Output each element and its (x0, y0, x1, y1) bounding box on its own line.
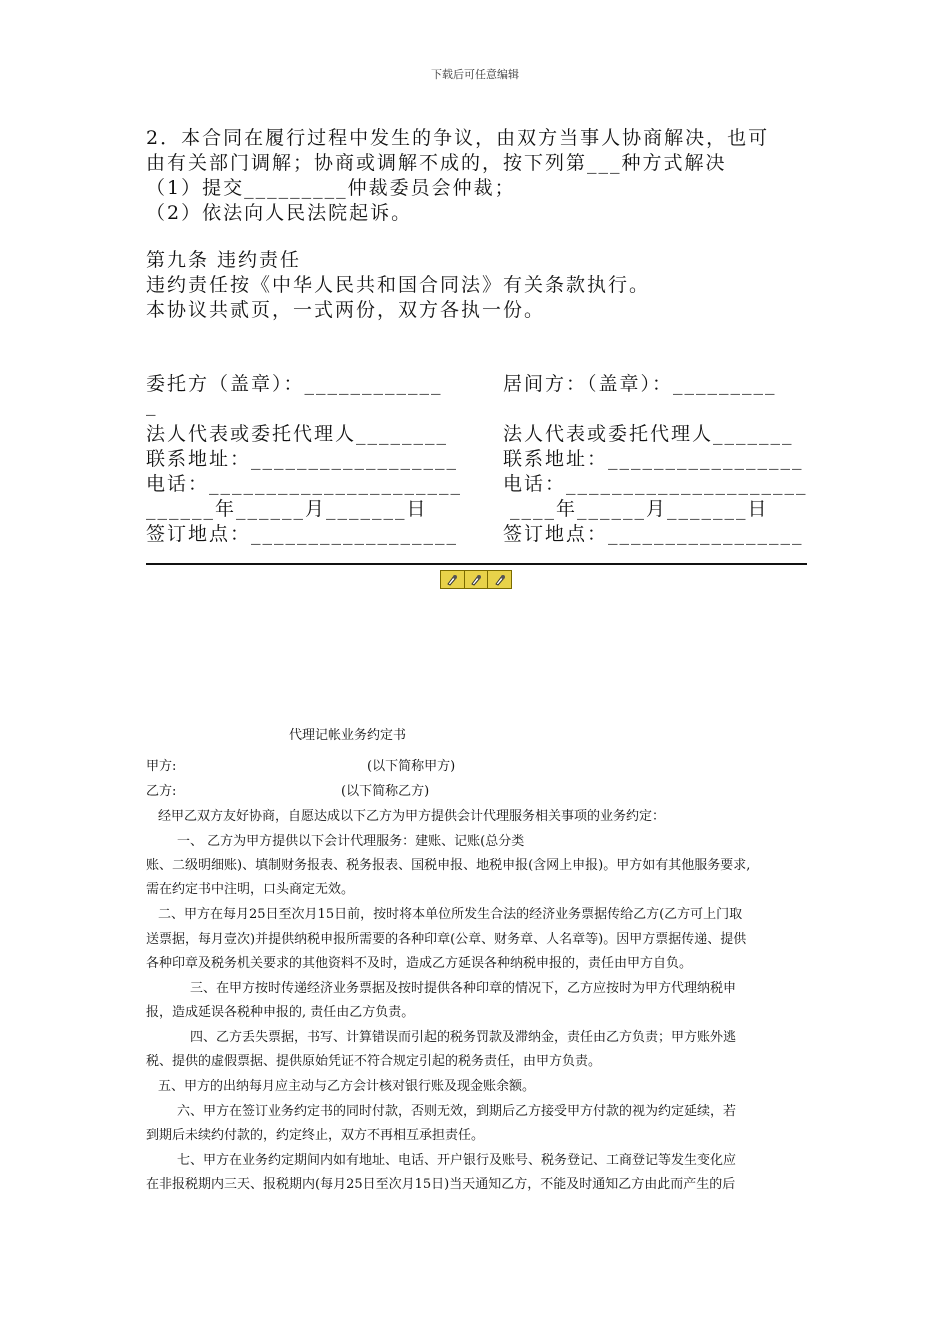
clause-line: （2）依法向人民法院起诉。 (146, 202, 413, 224)
client-date-field: ______年______月_______日 (146, 498, 428, 520)
client-stamp-field: 委托方（盖章）：____________ (146, 373, 443, 395)
agreement-line: 六、甲方在签订业务约定书的同时付款，否则无效，到期后乙方接受甲方付款的视为约定延续，若 (177, 1104, 737, 1119)
article-heading: 第九条 违约责任 (146, 249, 302, 271)
tool-icon[interactable] (441, 571, 465, 588)
client-address-field: 联系地址：__________________ (146, 448, 459, 470)
article-text: 违约责任按《中华人民共和国合同法》有关条款执行。 (146, 274, 651, 296)
agreement-line: 报，造成延误各税种申报的, 责任由乙方负责。 (146, 1005, 415, 1020)
party-b-note: (以下简称乙方) (341, 784, 430, 799)
tool-icon[interactable] (488, 571, 511, 588)
agreement-line: 需在约定书中注明，口头商定无效。 (146, 882, 355, 897)
broker-stamp-field: 居间方：（盖章）：_________ (503, 373, 777, 395)
party-a-label: 甲方: (146, 759, 177, 774)
clause-line: 由有关部门调解；协商或调解不成的，按下列第___种方式解决 (146, 152, 727, 174)
page-header: 下载后可任意编辑 (431, 68, 519, 81)
clause-line: （1）提交_________仲裁委员会仲裁； (146, 177, 516, 199)
broker-rep-field: 法人代表或委托代理人_______ (503, 423, 794, 445)
party-b-label: 乙方: (146, 784, 177, 799)
client-phone-field: 电话：______________________ (146, 473, 463, 495)
client-rep-field: 法人代表或委托代理人________ (146, 423, 449, 445)
toolbar-icons (440, 570, 512, 589)
agreement-line: 经甲乙双方友好协商，自愿达成以下乙方为甲方提供会计代理服务相关事项的业务约定： (158, 809, 666, 824)
agreement-line: 送票据，每月壹次)并提供纳税申报所需要的各种印章(公章、财务章、人名章等)。因甲方票据传递、提供 (146, 932, 747, 947)
agreement-line: 各种印章及税务机关要求的其他资料不及时，造成乙方延误各种纳税申报的，责任由甲方自负。 (146, 956, 693, 971)
agreement-line: 四、乙方丢失票据，书写、计算错误而引起的税务罚款及滞纳金，责任由乙方负责；甲方账外逃 (190, 1030, 737, 1045)
agreement-line: 在非报税期内三天、报税期内(每月25日至次月15日)当天通知乙方，不能及时通知乙方由此而产生的后 (146, 1177, 736, 1192)
agreement-line: 二、甲方在每月25日至次月15日前，按时将本单位所发生合法的经济业务票据传给乙方(乙方可上门取 (158, 907, 743, 922)
broker-address-field: 联系地址：_________________ (503, 448, 804, 470)
clause-line: 2．本合同在履行过程中发生的争议，由双方当事人协商解决，也可 (146, 127, 770, 149)
agreement-line: 五、甲方的出纳每月应主动与乙方会计核对银行账及现金账余额。 (158, 1079, 536, 1094)
agreement-line: 账、二级明细账)、填制财务报表、税务报表、国税申报、地税申报(含网上申报)。甲方如有其他服务要求, (146, 858, 751, 873)
broker-phone-field: 电话：_____________________ (503, 473, 808, 495)
client-stamp-field-wrap: _ (146, 394, 158, 416)
agreement-line: 七、甲方在业务约定期间内如有地址、电话、开户银行及账号、税务登记、工商登记等发生变化应 (177, 1153, 737, 1168)
agreement-title: 代理记帐业务约定书 (289, 728, 407, 743)
broker-date-field: ____年______月_______日 (510, 498, 769, 520)
agreement-line: 税、提供的虚假票据、提供原始凭证不符合规定引起的税务责任，由甲方负责。 (146, 1054, 602, 1069)
tool-icon[interactable] (465, 571, 489, 588)
broker-place-field: 签订地点：_________________ (503, 523, 804, 545)
agreement-line: 三、在甲方按时传递经济业务票据及按时提供各种印章的情况下，乙方应按时为甲方代理纳税申 (190, 981, 737, 996)
article-text: 本协议共贰页，一式两份，双方各执一份。 (146, 299, 546, 321)
client-place-field: 签订地点：__________________ (146, 523, 459, 545)
agreement-line: 到期后未续约付款的，约定终止，双方不再相互承担责任。 (146, 1128, 485, 1143)
party-a-note: (以下简称甲方) (367, 759, 456, 774)
agreement-line: 一、 乙方为甲方提供以下会计代理服务：建账、记账(总分类 (177, 834, 525, 849)
divider (146, 563, 807, 565)
